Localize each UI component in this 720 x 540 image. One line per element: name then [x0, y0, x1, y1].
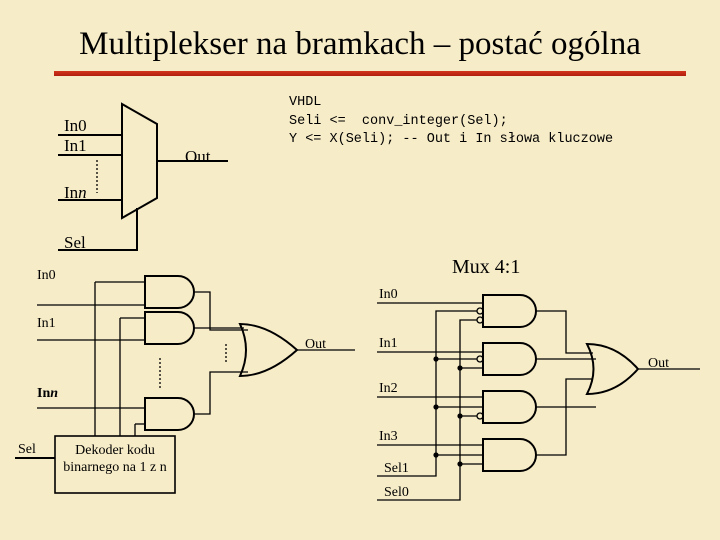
mux-label-sel: Sel	[64, 233, 86, 252]
mux-label-in0: In0	[64, 116, 87, 135]
gates-label-in0: In0	[37, 268, 56, 283]
and-gate-mux-1	[483, 343, 536, 375]
mux-label-out: Out	[185, 147, 211, 166]
or-gate-general	[240, 324, 297, 376]
mux-label-inn: Inn	[64, 183, 87, 202]
mux41-label-sel1: Sel1	[384, 461, 409, 476]
decoder-label-1: Dekoder kodu	[75, 443, 155, 458]
and-gate-in1	[145, 312, 194, 344]
vhdl-line-3: Y <= X(Seli); -- Out i In słowa kluczowe	[289, 132, 614, 147]
and-gate-in0	[145, 276, 194, 308]
gates-label-sel: Sel	[18, 442, 36, 457]
and-gate-mux-0	[483, 295, 536, 327]
mux41-label-in3: In3	[379, 429, 398, 444]
gates-label-out: Out	[305, 337, 326, 352]
mux-label-in1: In1	[64, 136, 87, 155]
vhdl-line-2: Seli <= conv_integer(Sel);	[289, 113, 508, 129]
mux41-label-sel0: Sel0	[384, 485, 409, 500]
mux41-title: Mux 4:1	[452, 256, 521, 278]
gates-label-inn: Inn	[37, 386, 59, 401]
and-gate-mux-3	[483, 439, 536, 471]
mux41-diagram	[377, 295, 700, 500]
or-gate-mux41	[587, 344, 638, 394]
decoder-label-2: binarnego na 1 z n	[63, 460, 167, 475]
mux41-label-in0: In0	[379, 287, 398, 302]
gates-label-in1: In1	[37, 316, 56, 331]
mux-trapezoid	[122, 104, 157, 218]
mux41-label-in2: In2	[379, 381, 398, 396]
and-gate-inn	[145, 398, 194, 430]
vhdl-line-1: VHDL	[289, 95, 322, 110]
mux41-label-out: Out	[648, 356, 669, 371]
slide-title: Multiplekser na bramkach – postać ogólna	[79, 26, 641, 62]
mux41-label-in1: In1	[379, 336, 398, 351]
and-gate-mux-2	[483, 391, 536, 423]
